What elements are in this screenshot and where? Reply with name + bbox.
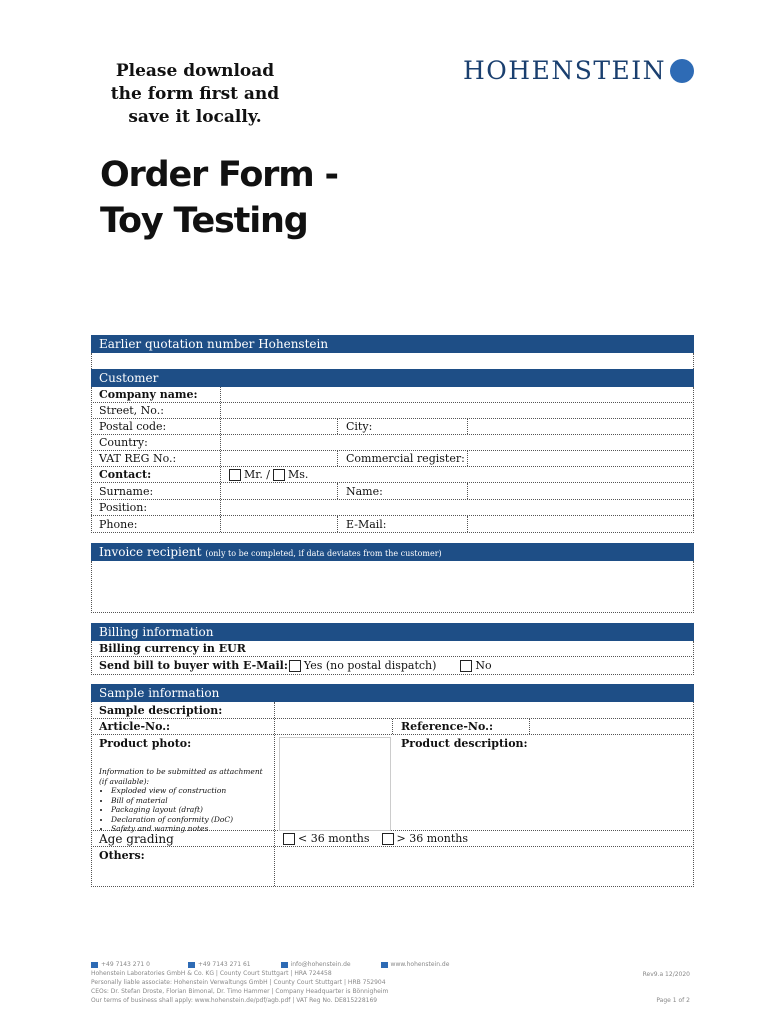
postal-code-label: Postal code: [91, 419, 221, 434]
send-bill-row [91, 657, 694, 675]
vat-row [91, 451, 694, 467]
age-grading-options [275, 831, 694, 846]
others-row [91, 847, 694, 887]
send-bill-options [91, 657, 694, 674]
email-label: E-Mail: [338, 516, 468, 532]
contact-row [91, 467, 694, 483]
yes-checkbox[interactable] [289, 660, 301, 672]
position-input[interactable] [221, 500, 694, 515]
article-row [91, 719, 694, 735]
mr-checkbox[interactable] [229, 469, 241, 481]
surname-row [91, 483, 694, 500]
notes-list [99, 786, 274, 834]
under-36-checkbox[interactable] [283, 833, 295, 845]
article-label: Article-No.: [91, 719, 275, 734]
globe-icon [381, 962, 388, 968]
notice-line: Please download [115, 61, 275, 81]
invoice-header [91, 543, 694, 561]
footer-line: Our terms of business shall apply: www.hohenstein.de/pdf/agb.pdf | VAT Reg No. DE815228169 [91, 997, 378, 1004]
list-item: • Packaging layout (draft) [111, 805, 274, 815]
footer [91, 960, 694, 1005]
customer-header: Customer [91, 369, 694, 387]
quotation-header: Earlier quotation number Hohenstein [91, 335, 694, 353]
ms-label: Ms. [288, 468, 309, 481]
list-item: • Safety and warning notes [111, 824, 274, 834]
name-input[interactable] [468, 483, 694, 499]
commercial-register-input[interactable] [468, 451, 694, 466]
product-description-label: Product description: [401, 737, 528, 750]
notice-line: save it locally. [128, 107, 262, 127]
article-input[interactable] [275, 719, 393, 734]
invoice-title: Invoice recipient [99, 545, 202, 559]
email-input[interactable] [468, 516, 694, 532]
hohenstein-logo [463, 56, 694, 85]
phone-input[interactable] [221, 516, 338, 532]
sample-header: Sample information [91, 684, 694, 702]
ms-checkbox[interactable] [273, 469, 285, 481]
company-name-label: Company name: [91, 387, 221, 402]
title-line: Order Form - [100, 155, 338, 195]
surname-input[interactable] [221, 483, 338, 499]
invoice-recipient-field[interactable] [91, 561, 694, 613]
quotation-field[interactable] [91, 353, 694, 369]
no-label: No [475, 659, 492, 672]
commercial-register-label: Commercial register: [338, 451, 468, 466]
product-photo-cell [91, 735, 275, 833]
logo-dot-icon [670, 59, 694, 83]
notes-intro: (if available): [99, 776, 150, 786]
footer-line: CEOs: Dr. Stefan Droste, Florian Bimonal, Dr. Timo Hammer | Company Headquarter is Bönnigheim [91, 988, 389, 995]
sample-description-row [91, 702, 694, 719]
reference-input[interactable] [530, 719, 694, 734]
footer-contacts [91, 960, 694, 969]
notes-intro: Information to be submitted as attachment [99, 767, 263, 776]
age-grading-row [91, 831, 694, 847]
billing-currency-label: Billing currency in EUR [99, 642, 246, 655]
phone-row [91, 516, 694, 533]
street-label: Street, No.: [91, 403, 221, 418]
invoice-note: (only to be completed, if data deviates from the customer) [205, 549, 442, 558]
city-label: City: [338, 419, 468, 434]
company-name-input[interactable] [221, 387, 694, 402]
product-photo-row [91, 735, 694, 831]
footer-revision: Rev9.a 12/2020 [642, 971, 690, 978]
footer-email[interactable]: info@hohenstein.de [290, 961, 351, 968]
mail-icon [281, 962, 288, 968]
postal-code-input[interactable] [221, 419, 338, 434]
send-bill-label: Send bill to buyer with E-Mail: [99, 659, 288, 672]
others-label: Others: [91, 847, 275, 886]
reference-label: Reference-No.: [393, 719, 530, 734]
vat-label: VAT REG No.: [91, 451, 221, 466]
street-input[interactable] [221, 403, 694, 418]
mr-label: Mr. / [244, 468, 271, 481]
billing-header: Billing information [91, 623, 694, 641]
no-checkbox[interactable] [460, 660, 472, 672]
footer-line: Personally liable associate: Hohenstein Verwaltungs GmbH | County Court Stuttgart | HRB 752904 [91, 979, 386, 986]
download-notice [100, 60, 290, 129]
country-input[interactable] [221, 435, 694, 450]
vat-input[interactable] [221, 451, 338, 466]
title-line: Toy Testing [100, 201, 308, 241]
postal-row [91, 419, 694, 435]
phone-label: Phone: [91, 516, 221, 532]
country-label: Country: [91, 435, 221, 450]
surname-label: Surname: [91, 483, 221, 499]
footer-page: Page 1 of 2 [656, 997, 690, 1004]
logo-text: HOHENSTEIN [463, 56, 667, 85]
others-input[interactable] [275, 847, 694, 886]
contact-label: Contact: [91, 467, 221, 482]
list-item: • Bill of material [111, 796, 274, 806]
street-row [91, 403, 694, 419]
product-photo-label: Product photo: [99, 737, 192, 750]
phone-icon [91, 962, 98, 968]
country-row [91, 435, 694, 451]
footer-web[interactable]: www.hohenstein.de [390, 961, 450, 968]
notice-line: the form first and [110, 84, 280, 104]
list-item: • Declaration of conformity (DoC) [111, 815, 274, 825]
billing-currency-row [91, 641, 694, 657]
position-label: Position: [91, 500, 221, 515]
age-grading-label: Age grading [91, 831, 275, 846]
product-photo-area [275, 735, 694, 830]
sample-description-label: Sample description: [91, 702, 275, 718]
page-title [100, 152, 338, 244]
city-input[interactable] [468, 419, 694, 434]
position-row [91, 500, 694, 516]
over-36-checkbox[interactable] [382, 833, 394, 845]
company-row [91, 387, 694, 403]
over-36-label: > 36 months [396, 832, 468, 845]
list-item: • Exploded view of construction [111, 786, 274, 796]
sample-description-input[interactable] [275, 702, 694, 718]
fax-icon [188, 962, 195, 968]
product-photo-input[interactable] [279, 737, 391, 831]
footer-line: Hohenstein Laboratories GmbH & Co. KG | County Court Stuttgart | HRA 724458 [91, 970, 332, 977]
attachment-notes [99, 767, 274, 834]
yes-label: Yes (no postal dispatch) [303, 659, 437, 672]
under-36-label: < 36 months [298, 832, 370, 845]
name-label: Name: [338, 483, 468, 499]
footer-fax: +49 7143 271 61 [197, 961, 251, 968]
footer-phone: +49 7143 271 0 [101, 961, 150, 968]
contact-salutation [221, 467, 694, 482]
